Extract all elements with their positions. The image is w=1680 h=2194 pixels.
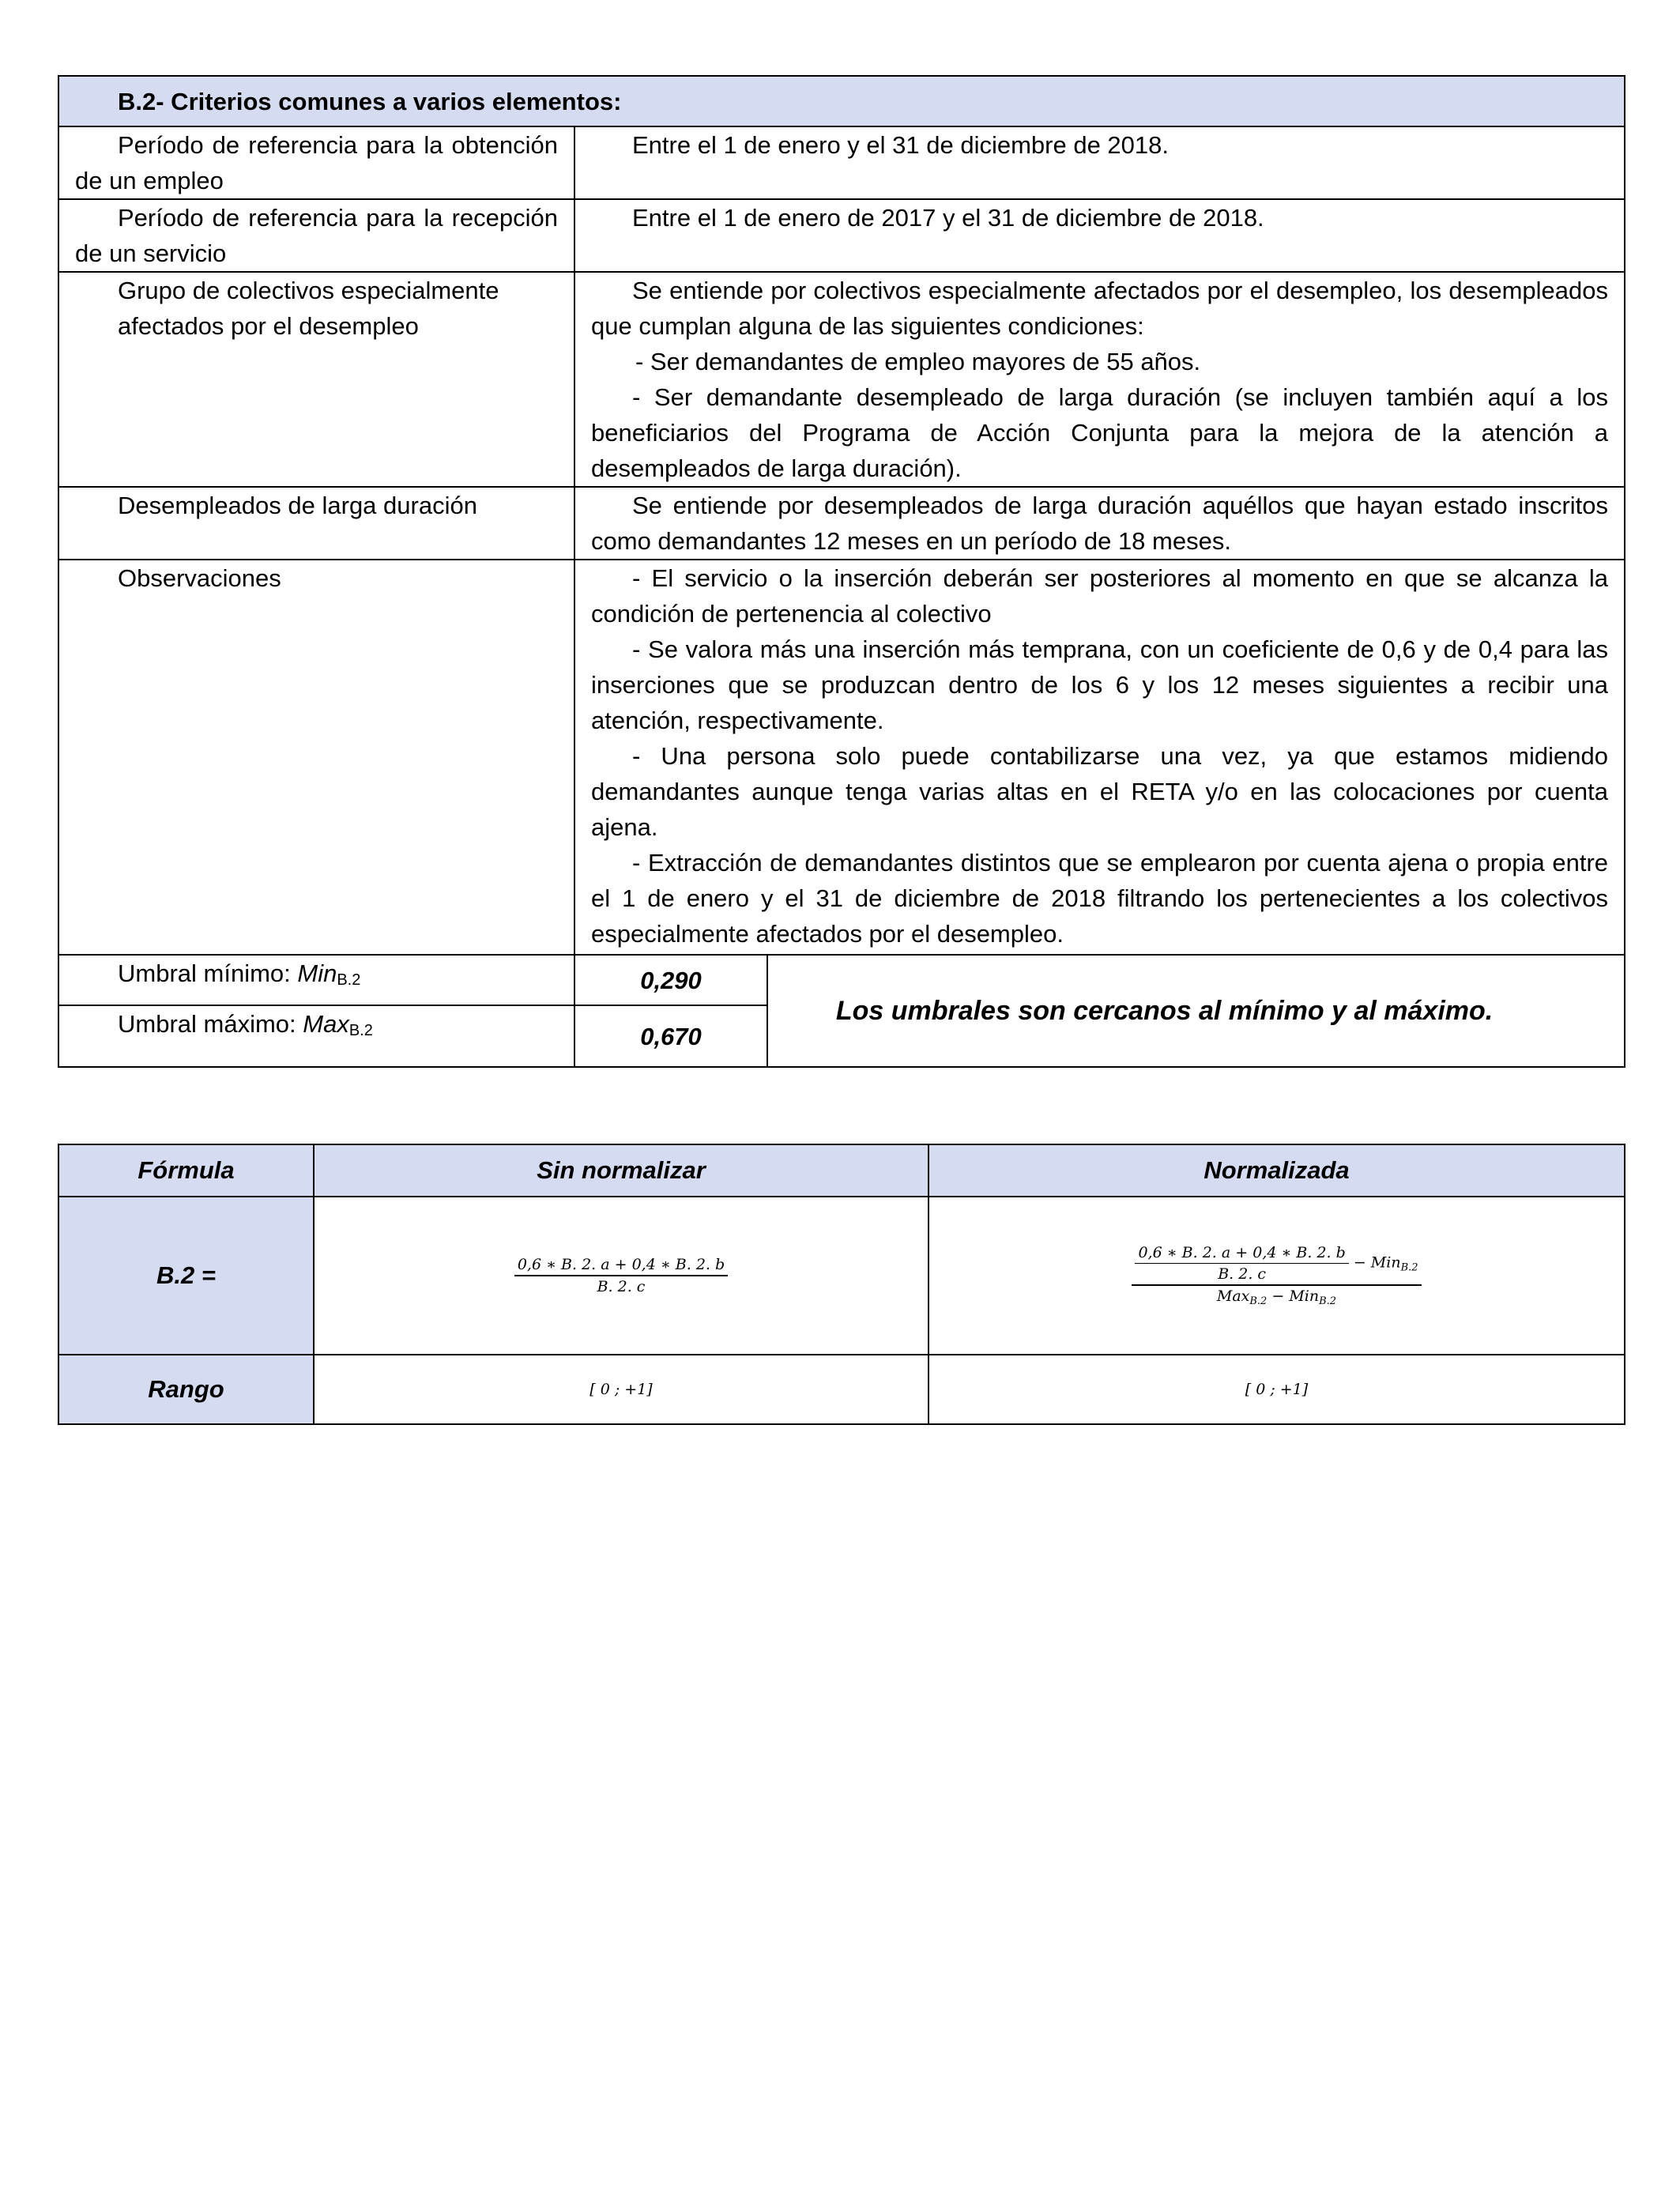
criterios-table: [58, 75, 1625, 1068]
paragraph: - Se valora más una inserción más temprana, con un coeficiente de 0,6 y de 0,4 para las inserciones que se produzcan dentro de los 6 y los 12 meses siguientes a recibir una atención, respectivamente.: [591, 635, 1609, 734]
paragraph: Se entiende por colectivos especialmente afectados por el desempleo, los desempleados que cumplan alguna de las siguientes condiciones:: [591, 277, 1609, 340]
row-recepcion: [58, 199, 1625, 272]
umbral-maximo-value: 0,670: [574, 1005, 767, 1067]
row-value: [574, 560, 1625, 955]
paragraph: - Una persona solo puede contabilizarse una vez, ya que estamos midiendo demandantes aunque tenga varias altas en el RETA y/o en las colocaciones por cuenta ajena.: [591, 742, 1609, 841]
rango-normalizada: [ 0 ; +1]: [929, 1355, 1625, 1424]
row-value: [574, 272, 1625, 487]
rango-label: Rango: [58, 1355, 314, 1424]
rango-sin-normalizar: [ 0 ; +1]: [314, 1355, 929, 1424]
row-label: Desempleados de larga duración: [58, 487, 574, 560]
formula-table: [58, 1144, 1625, 1425]
umbral-note: Los umbrales son cercanos al mínimo y al máximo.: [767, 955, 1625, 1067]
row-value: Entre el 1 de enero y el 31 de diciembre de 2018.: [574, 126, 1625, 199]
formula-label: B.2 =: [58, 1197, 314, 1355]
header-normalizada: Normalizada: [929, 1144, 1625, 1197]
row-label: Umbral mínimo: Min$_{B.2}$: [58, 955, 574, 1005]
paragraph: - El servicio o la inserción deberán ser posteriores al momento en que se alcanza la condición de pertenencia al colectivo: [591, 564, 1609, 628]
paragraph: - Ser demandante desempleado de larga duración (se incluyen también aquí a los beneficiarios del Programa de Acción Conjunta para la mejora de la atención a desempleados de larga duración).: [591, 383, 1609, 482]
row-value: Se entiende por desempleados de larga duración aquéllos que hayan estado inscritos como demandantes 12 meses en un período de 18 meses.: [574, 487, 1625, 560]
row-label: Período de referencia para la recepción de un servicio: [58, 199, 574, 272]
header-sin-normalizar: Sin normalizar: [314, 1144, 929, 1197]
row-observaciones: [58, 560, 1625, 955]
formula-sin-normalizar: $\frac{0,6 ∗ B. 2. a + 0,4 ∗ B. 2. b}{B. 2. c}$: [314, 1197, 929, 1355]
row-umbral-minimo: [58, 955, 1625, 1005]
row-label: Grupo de colectivos especialmente afectados por el desempleo: [58, 272, 574, 487]
row-label: Umbral máximo: Max$_{B.2}$: [58, 1005, 574, 1067]
paragraph: - Extracción de demandantes distintos que se emplearon por cuenta ajena o propia entre el 1 de enero y el 31 de diciembre de 2018 filtrando los pertenecientes a los colectivos especialmente afectados por el desempleo.: [591, 849, 1609, 948]
row-obtencion: [58, 126, 1625, 199]
row-label: Período de referencia para la obtención de un empleo: [58, 126, 574, 199]
paragraph: - Ser demandantes de empleo mayores de 55 años.: [635, 348, 1201, 375]
umbral-minimo-value: 0,290: [574, 955, 767, 1005]
row-larga-duracion: [58, 487, 1625, 560]
row-value: Entre el 1 de enero de 2017 y el 31 de diciembre de 2018.: [574, 199, 1625, 272]
row-label: Observaciones: [58, 560, 574, 955]
formula-normalizada: $\frac{0,6 ∗ B. 2. a + 0,4 ∗ B. 2. b}{B. 2. c}$ − Min$_{B.2}$ Max$_{B.2}$ − Min$_{B.2}$: [929, 1197, 1625, 1355]
row-grupo-colectivos: [58, 272, 1625, 487]
header-formula: Fórmula: [58, 1144, 314, 1197]
section-header: B.2- Criterios comunes a varios elementos:: [58, 76, 1625, 126]
